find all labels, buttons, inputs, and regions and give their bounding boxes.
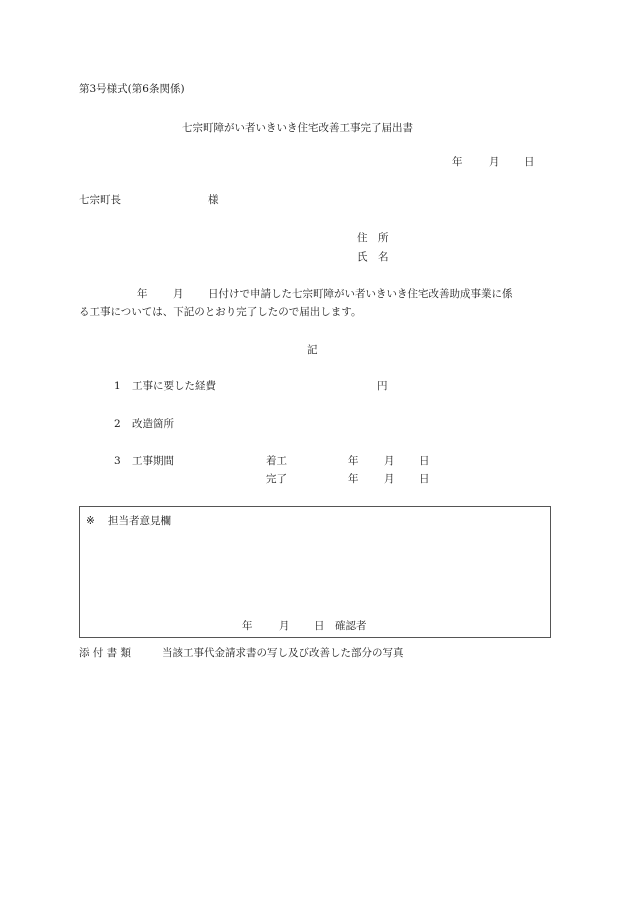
- officer-opinion-label: 担当者意見欄: [108, 515, 171, 527]
- ki-heading: 記: [307, 344, 318, 356]
- body-year: 年: [137, 288, 148, 300]
- confirm-day: 日: [314, 620, 325, 632]
- attachment-label: 添 付 書 類: [79, 647, 132, 659]
- start-day: 日: [419, 455, 430, 467]
- item-label: 工事期間: [132, 455, 174, 467]
- name-label: 氏 名: [357, 251, 389, 263]
- start-month: 月: [384, 455, 395, 467]
- addressee-honorific: 様: [208, 194, 219, 206]
- end-day: 日: [419, 473, 430, 485]
- date-month: 月: [489, 156, 500, 168]
- date-year: 年: [452, 156, 463, 168]
- address-label: 住 所: [357, 232, 389, 244]
- start-year: 年: [348, 455, 359, 467]
- body-line2: る工事については、下記のとおり完了したので届出します。: [79, 306, 362, 318]
- addressee-name: 七宗町長: [79, 194, 121, 206]
- start-label: 着工: [266, 455, 287, 467]
- date-day: 日: [524, 156, 535, 168]
- item-label: 改造箇所: [132, 418, 174, 430]
- confirm-month: 月: [279, 620, 290, 632]
- item-number: 1: [114, 380, 121, 392]
- document-title: 七宗町障がい者いきいき住宅改善工事完了届出書: [182, 122, 413, 134]
- item-number: 3: [114, 455, 121, 467]
- end-month: 月: [384, 473, 395, 485]
- attachment-content: 当該工事代金請求書の写し及び改善した部分の写真: [162, 647, 404, 659]
- end-label: 完了: [266, 473, 287, 485]
- confirmer-label: 確認者: [335, 620, 367, 632]
- end-year: 年: [348, 473, 359, 485]
- body-line1: 日付けで申請した七宗町障がい者いきいき住宅改善助成事業に係: [208, 288, 513, 300]
- item-number: 2: [114, 418, 121, 430]
- confirm-year: 年: [242, 620, 253, 632]
- item-label: 工事に要した経費: [132, 380, 216, 392]
- note-mark: ※: [86, 515, 95, 527]
- cost-unit: 円: [377, 380, 388, 392]
- body-month: 月: [173, 288, 184, 300]
- form-number: 第3号様式(第6条関係): [79, 83, 185, 95]
